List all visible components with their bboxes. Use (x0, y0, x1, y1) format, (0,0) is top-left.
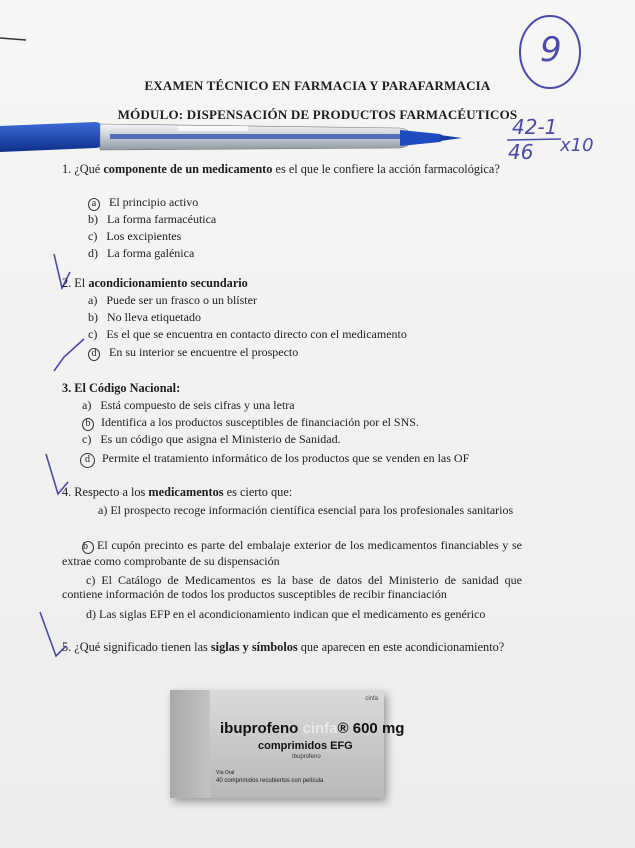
q3-option-a[interactable] (82, 398, 295, 412)
q2-option-a-letter: a) (88, 293, 98, 307)
drug-name: ibuprofeno (220, 720, 299, 737)
q1-option-d[interactable] (88, 246, 194, 260)
pen-icon (0, 108, 470, 168)
drug-box-name (220, 720, 404, 737)
calc-bottom: 46 (508, 140, 534, 164)
q2-option-b-text: No lleva etiquetado (107, 310, 201, 324)
answer-circle-icon: d (88, 348, 100, 361)
q5-text-c: que aparecen en este acondicionamiento? (300, 640, 505, 654)
q2-option-b[interactable] (88, 310, 201, 324)
exam-title: EXAMEN TÉCNICO EN FARMACIA Y PARAFARMACIA (144, 78, 491, 93)
q2-option-a[interactable] (88, 293, 257, 307)
q3-option-c-text: Es un código que asigna el Ministerio de Sanidad. (100, 432, 341, 446)
q5-text-bold: siglas y símbolos (210, 640, 298, 654)
drug-box-inn: Ibuprofeno (292, 754, 321, 760)
question-2 (62, 276, 532, 291)
drug-brand: cinfa (302, 720, 338, 737)
answer-circle-icon: d (80, 453, 95, 468)
q3-option-b-text: Identifica a los productos susceptibles de financiación por el SNS. (101, 415, 419, 429)
q4-option-d[interactable]: d) Las siglas EFP en el acondicionamiento indican que el medicamento es genérico (86, 607, 486, 621)
q3-option-d[interactable] (80, 451, 469, 468)
q2-option-a-text: Puede ser un frasco o un blíster (106, 293, 257, 307)
drug-dose: 600 mg (352, 720, 405, 737)
answer-circle-icon: b (82, 541, 94, 554)
drug-box-lot: Vía Oral (216, 770, 235, 776)
q1-option-d-letter: d) (88, 246, 98, 260)
q3-option-d-text: Permite el tratamiento informático de los productos que se venden en las OF (102, 451, 470, 465)
q2-option-d[interactable] (88, 345, 298, 361)
q4-text-a: 4. Respecto a los (62, 485, 146, 499)
drug-box-image (170, 690, 405, 798)
q2-option-b-letter: b) (88, 310, 98, 324)
q2-option-c-letter: c) (88, 327, 98, 341)
answer-circle-icon: a (88, 198, 100, 211)
q1-text-a: ¿Qué (74, 162, 101, 176)
q1-option-c[interactable] (88, 229, 181, 243)
q2-option-c-text: Es el que se encuentra en contacto directo con el medicamento (106, 327, 407, 341)
q5-text-a: 5. ¿Qué significado tienen las (62, 640, 208, 654)
q1-option-b[interactable] (88, 212, 216, 226)
q1-text-c: es el que le confiere la acción farmacológica? (275, 162, 500, 176)
q1-option-c-text: Los excipientes (106, 229, 182, 243)
q1-option-d-text: La forma galénica (107, 246, 195, 260)
answer-circle-icon: b (82, 418, 94, 431)
q3-option-c[interactable] (82, 432, 341, 446)
q1-text-bold: componente de un medicamento (103, 162, 273, 176)
q4-option-b[interactable] (62, 538, 522, 568)
q4-option-b-text: El cupón precinto es parte del embalaje exterior de los medicamentos financiables y se extrae como comprobante de su dispensación (62, 538, 522, 568)
q3-text: 3. El Código Nacional: (62, 381, 181, 395)
drug-box-quantity: 40 comprimidos recubiertos con película (216, 778, 324, 784)
q3-option-b[interactable] (82, 415, 419, 431)
q1-option-c-letter: c) (88, 229, 98, 243)
calc-top: 42-1 (512, 115, 558, 139)
q4-option-c[interactable]: c) El Catálogo de Medicamentos es la base de datos del Ministerio de sanidad que contiene información de todos los productos susceptibles de recibir financiación (62, 573, 522, 601)
q3-option-a-letter: a) (82, 398, 92, 412)
q3-option-a-text: Está compuesto de seis cifras y una letra (100, 398, 295, 412)
calc-multiplier: x10 (560, 135, 594, 156)
score-number: 9 (540, 30, 562, 70)
question-4 (62, 485, 532, 500)
q1-option-a-text: El principio activo (109, 195, 199, 209)
drug-box-corner-logo: cinfa (365, 696, 378, 702)
question-1 (62, 162, 530, 177)
q1-option-b-text: La forma farmacéutica (107, 212, 217, 226)
check-mark-icon (50, 335, 86, 375)
q1-option-b-letter: b) (88, 212, 98, 226)
pen-scribble-left (0, 28, 30, 48)
q2-option-d-text: En su interior se encuentre el prospecto (109, 345, 299, 359)
q2-text-a: 2. El (62, 276, 86, 290)
module-title: MÓDULO: DISPENSACIÓN DE PRODUCTOS FARMACÉUTICOS (117, 107, 518, 122)
drug-box-form: comprimidos EFG (258, 740, 353, 752)
question-3 (62, 381, 532, 396)
question-5 (62, 640, 522, 655)
q4-text-bold: medicamentos (148, 485, 224, 499)
q3-option-c-letter: c) (82, 432, 92, 446)
q2-option-c[interactable] (88, 327, 407, 341)
q4-text-c: es cierto que: (226, 485, 293, 499)
q2-text-bold: acondicionamiento secundario (88, 276, 248, 290)
q1-option-a[interactable] (88, 195, 198, 211)
q1-number: 1. (62, 162, 72, 176)
drug-box-side (170, 690, 210, 798)
registered-mark: ® (337, 720, 349, 737)
q4-option-a[interactable]: a) El prospecto recoge información científica esencial para los profesionales sanitarios (98, 503, 514, 517)
